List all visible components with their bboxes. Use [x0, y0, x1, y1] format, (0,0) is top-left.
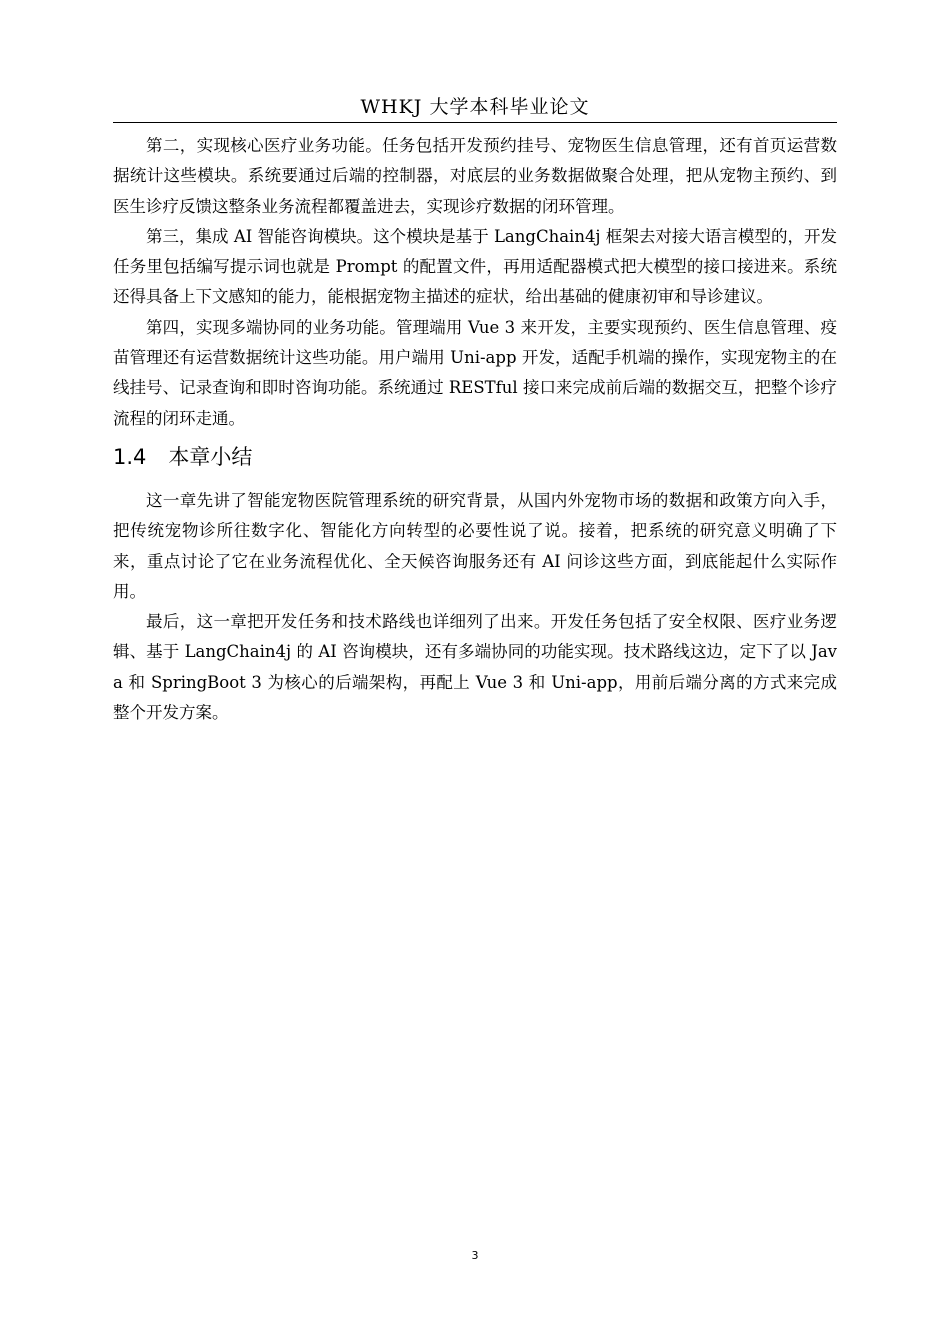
paragraph-task-4: 第四，实现多端协同的业务功能。管理端用 Vue 3 来开发，主要实现预约、医生信息管理、疫苗管理还有运营数据统计这些功能。用户端用 Uni-app 开发，适配手机端的操作，实现宠物主的在线挂号、记录查询和即时咨询功能。系统通过 RESTful 接口来完成前后端的数据交互，把整个诊疗流程的闭环走通。 — [113, 317, 837, 428]
page-number: 3 — [471, 1249, 479, 1262]
paragraph-task-3: 第三，集成 AI 智能咨询模块。这个模块是基于 LangChain4j 框架去对接大语言模型的，开发任务里包括编写提示词也就是 Prompt 的配置文件，再用适配器模式把大模型的接口接进来。系统还得具备上下文感知的能力，能根据宠物主描述的症状，给出基础的健康初审和导诊建议。 — [113, 226, 837, 307]
paragraph-task-2: 第二，实现核心医疗业务功能。任务包括开发预约挂号、宠物医生信息管理，还有首页运营数据统计这些模块。系统要通过后端的控制器，对底层的业务数据做聚合处理，把从宠物主预约、到医生诊疗反馈这整条业务流程都覆盖进去，实现诊疗数据的闭环管理。 — [113, 136, 837, 216]
paragraph-summary-1: 这一章先讲了智能宠物医院管理系统的研究背景，从国内外宠物市场的数据和政策方向入手，把传统宠物诊所往数字化、智能化方向转型的必要性说了说。接着，把系统的研究意义明确了下来，重点讨论了它在业务流程优化、全天候咨询服务还有 AI 问诊这些方面，到底能起什么实际作用。 — [113, 490, 837, 601]
section-heading — [113, 441, 837, 473]
running-header-title: WHKJ 大学本科毕业论文 — [360, 96, 590, 118]
paragraph-summary-2: 最后，这一章把开发任务和技术路线也详细列了出来。开发任务包括了安全权限、医疗业务逻辑、基于 LangChain4j 的 AI 咨询模块，还有多端协同的功能实现。技术路线这边，定下了以 Java 和 SpringBoot 3 为核心的后端架构，再配上 Vue 3 和 Uni-app，用前后端分离的方式来完成整个开发方案。 — [113, 612, 837, 723]
section-title: 本章小结 — [168, 444, 253, 469]
page-content — [113, 131, 837, 728]
section-number: 1.4 — [113, 444, 147, 469]
header-rule — [113, 122, 837, 123]
